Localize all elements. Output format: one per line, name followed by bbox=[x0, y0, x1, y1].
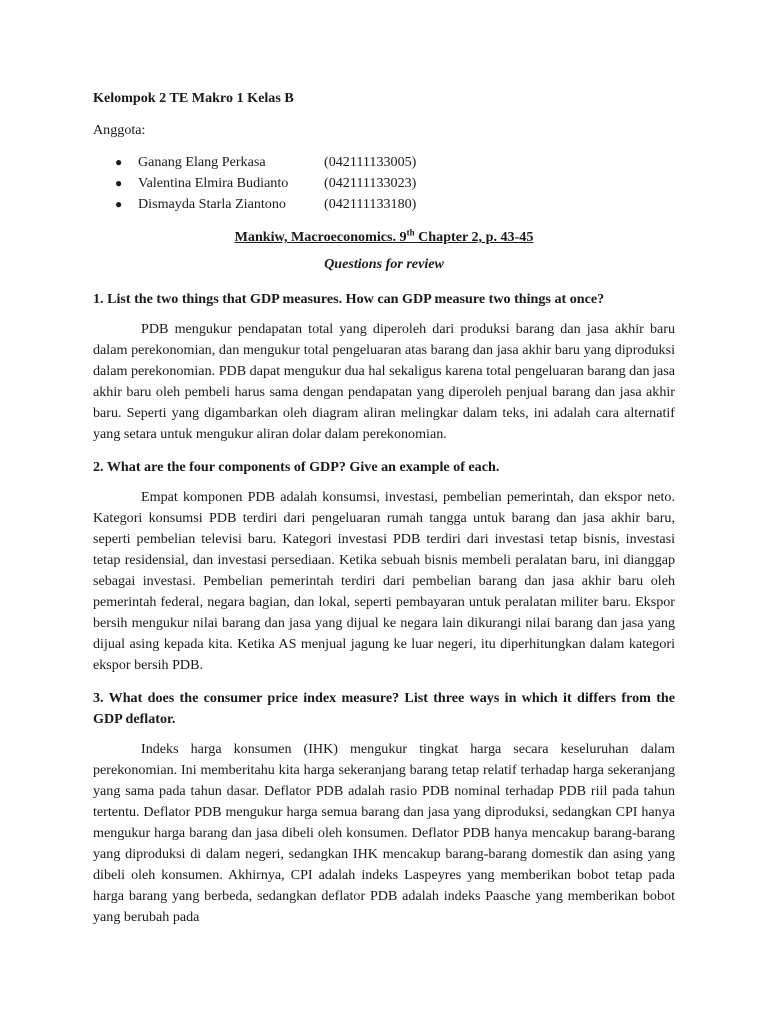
answer-2: Empat komponen PDB adalah konsumsi, investasi, pembelian pemerintah, dan ekspor neto. Kategori konsumsi PDB terdiri dari pengeluaran rumah tangga untuk barang dan jasa akhir baru, seperti pembelian televisi baru. Kategori investasi PDB terdiri dari investasi tetap bisnis, investasi tetap residensial, dan investasi persediaan. Ketika sebuah bisnis membeli peralatan baru, ini dianggap sebagai investasi. Pembelian pemerintah terdiri dari pembelian barang dan jasa akhir baru oleh pemerintah federal, negara bagian, dan lokal, seperti pembayaran untuk peralatan militer baru. Ekspor bersih mengukur nilai barang dan jasa yang dijual ke negara lain dikurangi nilai barang dan jasa yang dijual asing kepada kita. Ketika AS menjual jagung ke luar negeri, itu diperhitungkan dalam kategori ekspor bersih PDB. bbox=[93, 489, 675, 673]
section-subtitle: Questions for review bbox=[324, 256, 444, 272]
member-id: (042111133180) bbox=[324, 196, 417, 212]
member-item bbox=[93, 194, 675, 215]
answer-1: PDB mengukur pendapatan total yang diperoleh dari produksi barang dan jasa akhir baru dalam perekonomian, dan mengukur total pengeluaran atas barang dan jasa akhir baru yang diproduksi dalam perekonomian. PDB dapat mengukur dua hal sekaligus karena total pengeluaran barang dan jasa akhir baru oleh pembeli harus sama dengan pendapatan yang diperoleh penjual barang dan jasa akhir baru. Seperti yang digambarkan oleh diagram aliran melingkar dalam teks, ini adalah cara alternatif yang setara untuk mengukur aliran dolar dalam perekonomian. bbox=[93, 321, 675, 442]
bullet-icon: ● bbox=[115, 155, 123, 169]
reference-suffix: Chapter 2, p. 43-45 bbox=[414, 229, 534, 245]
question-1: 1. List the two things that GDP measures. How can GDP measure two things at once? bbox=[93, 291, 605, 307]
document-page bbox=[93, 80, 675, 928]
member-item bbox=[93, 152, 675, 173]
member-name: Valentina Elmira Budianto bbox=[138, 175, 289, 191]
bullet-icon: ● bbox=[115, 176, 123, 190]
question-2: 2. What are the four components of GDP? Give an example of each. bbox=[93, 459, 500, 475]
members-label: Anggota: bbox=[93, 122, 146, 138]
members-list bbox=[93, 152, 675, 215]
member-id: (042111133005) bbox=[324, 154, 417, 170]
answer-3: Indeks harga konsumen (IHK) mengukur tingkat harga secara keseluruhan dalam perekonomian. Ini memberitahu kita harga sekeranjang barang tetap relatif terhadap harga sekeranjang yang sama pada tahun dasar. Deflator PDB adalah rasio PDB nominal terhadap PDB riil pada tahun tertentu. Deflator PDB mengukur harga semua barang dan jasa yang diproduksi, sedangkan CPI hanya mengukur harga barang dan jasa dibeli oleh konsumen. Deflator PDB hanya mencakup barang-barang yang diproduksi di dalam negeri, sedangkan IHK mencakup barang-barang domestik dan asing yang dibeli oleh konsumen. Akhirnya, CPI adalah indeks Laspeyres yang memberikan bobot tetap pada harga barang yang berbeda, sedangkan deflator PDB adalah indeks Paasche yang memberikan bobot yang berubah pada bbox=[93, 741, 675, 925]
group-title: Kelompok 2 TE Makro 1 Kelas B bbox=[93, 90, 294, 106]
reference-line bbox=[93, 227, 675, 248]
member-name: Ganang Elang Perkasa bbox=[138, 154, 266, 170]
member-item bbox=[93, 173, 675, 194]
question-3: 3. What does the consumer price index measure? List three ways in which it differs from the GDP deflator. bbox=[93, 690, 675, 727]
reference-superscript: th bbox=[406, 227, 415, 238]
bullet-icon: ● bbox=[115, 197, 123, 211]
member-id: (042111133023) bbox=[324, 175, 417, 191]
member-name: Dismayda Starla Ziantono bbox=[138, 196, 286, 212]
reference-prefix: Mankiw, Macroeconomics. 9 bbox=[234, 229, 407, 245]
